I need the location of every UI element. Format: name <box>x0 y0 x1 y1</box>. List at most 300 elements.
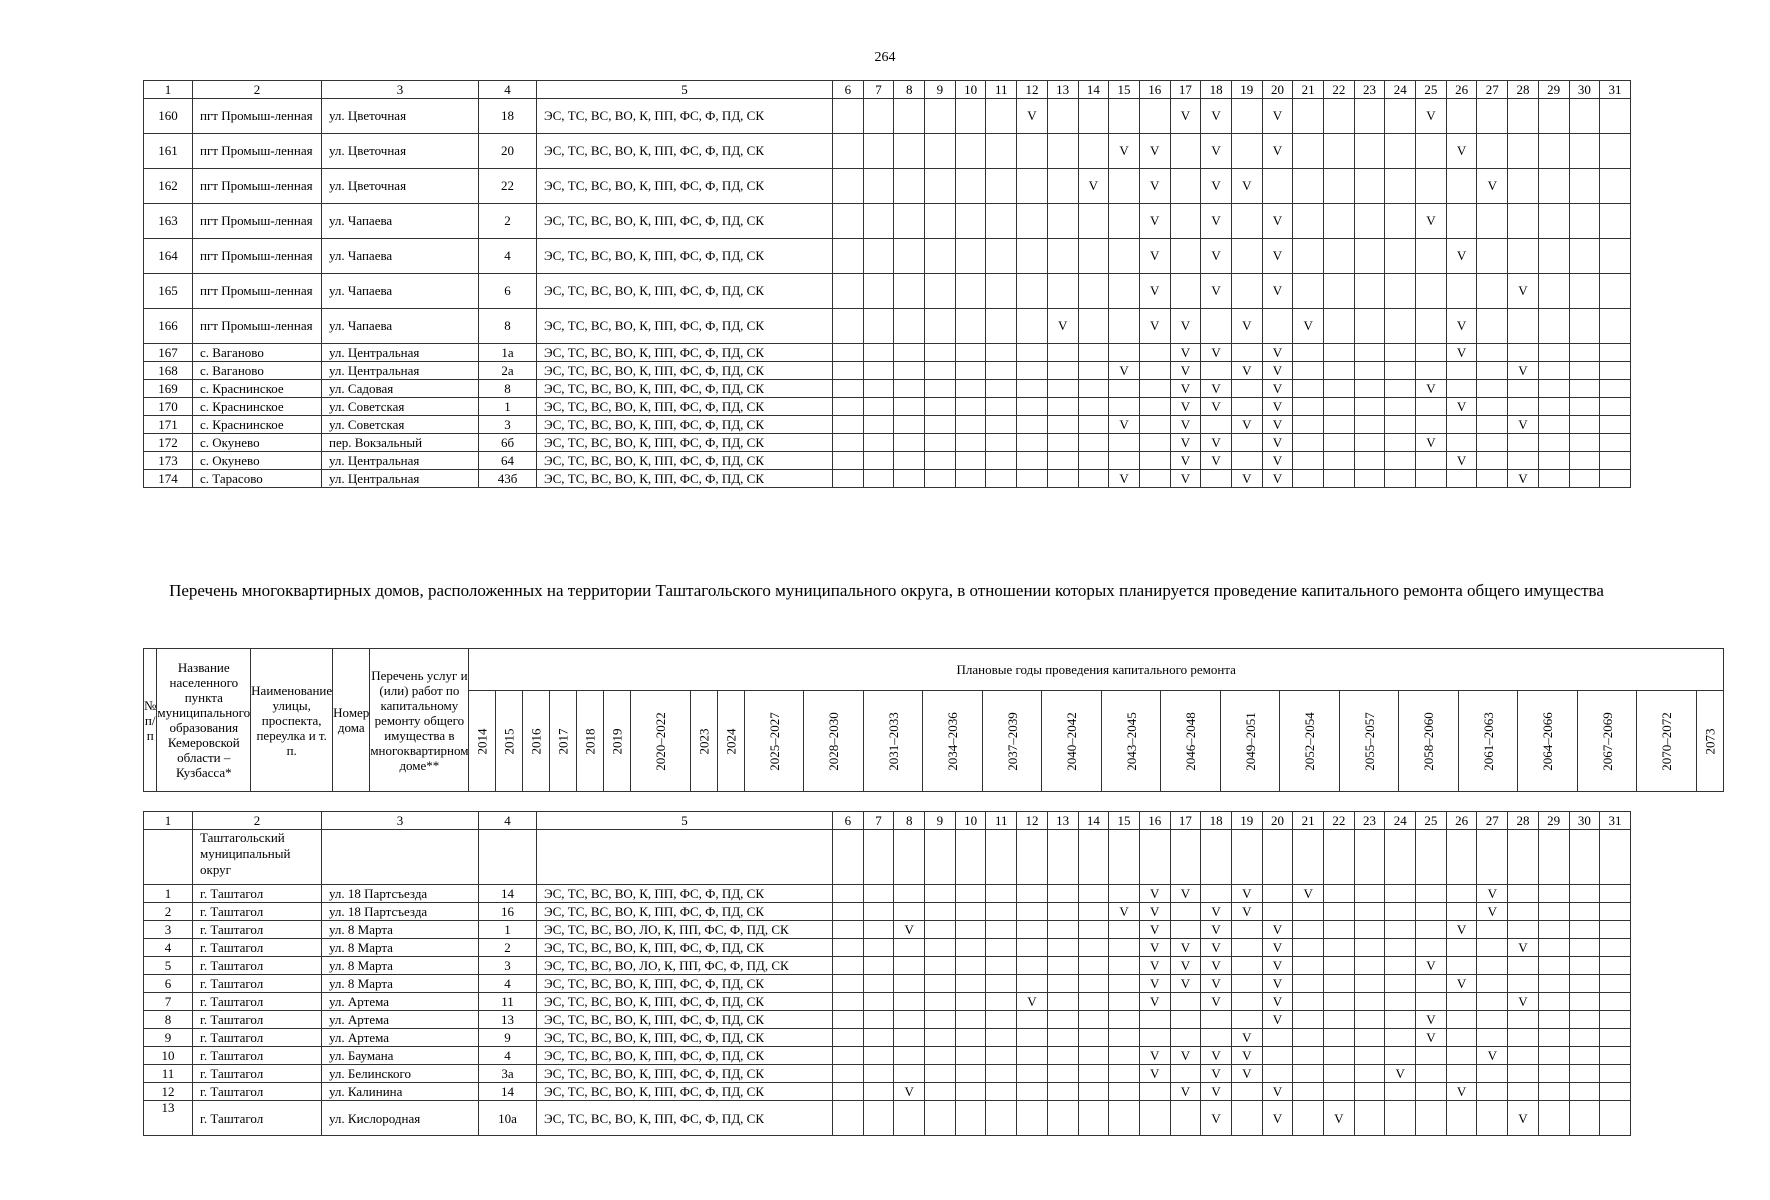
year-cell <box>1017 398 1048 416</box>
column-number: 23 <box>1354 812 1385 830</box>
year-mark: V <box>1170 957 1201 975</box>
year-cell <box>1293 470 1324 488</box>
street-cell: ул. 8 Марта <box>322 957 479 975</box>
year-cell <box>1508 169 1539 204</box>
year-cell <box>894 903 925 921</box>
year-cell <box>1385 309 1416 344</box>
year-mark: V <box>1201 939 1232 957</box>
year-label: 2019 <box>609 728 625 754</box>
house-number-cell: 2 <box>479 939 537 957</box>
year-cell <box>925 993 956 1011</box>
year-cell <box>1047 1011 1078 1029</box>
row-number: 1 <box>144 885 193 903</box>
year-cell <box>955 993 986 1011</box>
street-cell: ул. Советская <box>322 398 479 416</box>
year-cell <box>1569 274 1600 309</box>
year-cell <box>1416 1083 1447 1101</box>
year-cell <box>1416 885 1447 903</box>
year-cell <box>955 134 986 169</box>
year-cell <box>1569 1011 1600 1029</box>
column-number: 29 <box>1538 81 1569 99</box>
row-number: 170 <box>144 398 193 416</box>
year-cell <box>863 380 894 398</box>
year-mark: V <box>1078 169 1109 204</box>
year-cell <box>986 1101 1017 1136</box>
year-cell <box>1354 1047 1385 1065</box>
year-cell <box>1017 903 1048 921</box>
street-cell: ул. Чапаева <box>322 204 479 239</box>
year-cell <box>894 939 925 957</box>
year-cell <box>1354 903 1385 921</box>
works-list-cell: ЭС, ТС, ВС, ВО, К, ПП, ФС, Ф, ПД, СК <box>537 1047 833 1065</box>
table-row <box>144 134 1631 169</box>
year-cell <box>1170 993 1201 1011</box>
year-cell <box>863 416 894 434</box>
year-cell <box>1324 903 1355 921</box>
year-mark: V <box>1446 975 1477 993</box>
year-cell <box>1017 134 1048 169</box>
year-cell <box>925 1083 956 1101</box>
year-label: 2064–2066 <box>1540 711 1556 771</box>
year-cell <box>1139 398 1170 416</box>
year-cell <box>1078 1065 1109 1083</box>
year-cell <box>1569 434 1600 452</box>
year-mark: V <box>1293 885 1324 903</box>
year-cell <box>1354 380 1385 398</box>
year-mark: V <box>1017 993 1048 1011</box>
year-cell <box>1047 380 1078 398</box>
year-cell <box>1139 452 1170 470</box>
year-label: 2025–2027 <box>766 711 782 771</box>
year-cell <box>1600 885 1631 903</box>
year-cell <box>1047 939 1078 957</box>
year-cell <box>986 993 1017 1011</box>
empty-cell <box>1354 830 1385 885</box>
header-year <box>1101 691 1161 792</box>
street-cell: ул. Центральная <box>322 344 479 362</box>
column-number: 7 <box>863 812 894 830</box>
year-cell <box>1538 416 1569 434</box>
year-cell <box>1231 239 1262 274</box>
year-cell <box>986 957 1017 975</box>
year-cell <box>955 885 986 903</box>
year-cell <box>925 1065 956 1083</box>
column-number: 26 <box>1446 81 1477 99</box>
year-cell <box>1538 204 1569 239</box>
year-cell <box>1109 939 1140 957</box>
column-number: 2 <box>193 81 322 99</box>
works-list-cell: ЭС, ТС, ВС, ВО, К, ПП, ФС, Ф, ПД, СК <box>537 204 833 239</box>
year-cell <box>1385 362 1416 380</box>
year-mark: V <box>1324 1101 1355 1136</box>
works-list-cell: ЭС, ТС, ВС, ВО, К, ПП, ФС, Ф, ПД, СК <box>537 470 833 488</box>
year-cell <box>1538 99 1569 134</box>
row-number: 167 <box>144 344 193 362</box>
year-cell <box>1477 380 1508 398</box>
year-cell <box>1354 434 1385 452</box>
column-number: 25 <box>1416 812 1447 830</box>
empty-cell <box>1170 830 1201 885</box>
year-cell <box>863 885 894 903</box>
column-number: 15 <box>1109 812 1140 830</box>
year-cell <box>1047 921 1078 939</box>
year-mark: V <box>1231 1029 1262 1047</box>
year-cell <box>955 274 986 309</box>
year-cell <box>1109 380 1140 398</box>
year-cell <box>1508 434 1539 452</box>
row-number: 9 <box>144 1029 193 1047</box>
year-mark: V <box>1416 99 1447 134</box>
year-mark: V <box>1477 903 1508 921</box>
year-cell <box>1078 1047 1109 1065</box>
year-cell <box>1324 1083 1355 1101</box>
year-cell <box>1416 274 1447 309</box>
year-cell <box>894 1029 925 1047</box>
year-cell <box>833 274 864 309</box>
year-cell <box>1109 169 1140 204</box>
year-cell <box>1538 309 1569 344</box>
year-cell <box>1538 452 1569 470</box>
year-mark: V <box>1109 362 1140 380</box>
works-list-cell: ЭС, ТС, ВС, ВО, К, ПП, ФС, Ф, ПД, СК <box>537 452 833 470</box>
year-cell <box>1047 957 1078 975</box>
empty-cell <box>1538 830 1569 885</box>
house-number-cell: 1 <box>479 398 537 416</box>
year-cell <box>1231 204 1262 239</box>
year-mark: V <box>1262 434 1293 452</box>
works-list-cell: ЭС, ТС, ВС, ВО, К, ПП, ФС, Ф, ПД, СК <box>537 885 833 903</box>
year-label: 2016 <box>528 728 544 754</box>
year-cell <box>1017 957 1048 975</box>
year-mark: V <box>1416 434 1447 452</box>
year-cell <box>1017 1047 1048 1065</box>
year-cell <box>925 1011 956 1029</box>
column-number: 30 <box>1569 81 1600 99</box>
year-mark: V <box>1231 169 1262 204</box>
year-cell <box>1538 921 1569 939</box>
year-cell <box>1446 416 1477 434</box>
column-number: 22 <box>1324 81 1355 99</box>
year-cell <box>955 1101 986 1136</box>
year-cell <box>1508 1029 1539 1047</box>
year-cell <box>1201 1011 1232 1029</box>
row-number: 173 <box>144 452 193 470</box>
year-cell <box>1047 362 1078 380</box>
table-row <box>144 380 1631 398</box>
year-cell <box>1078 239 1109 274</box>
header-year <box>717 691 744 792</box>
locality-cell: пгт Промыш-ленная <box>193 309 322 344</box>
year-mark: V <box>1262 452 1293 470</box>
year-cell <box>1262 1065 1293 1083</box>
column-number: 14 <box>1078 812 1109 830</box>
header-year <box>1518 691 1578 792</box>
empty-cell <box>894 830 925 885</box>
table-row <box>144 1065 1631 1083</box>
year-cell <box>1385 398 1416 416</box>
header-house: Номер дома <box>333 649 370 792</box>
year-cell <box>1477 99 1508 134</box>
works-list-cell: ЭС, ТС, ВС, ВО, К, ПП, ФС, Ф, ПД, СК <box>537 1011 833 1029</box>
year-cell <box>1354 398 1385 416</box>
year-cell <box>1600 344 1631 362</box>
year-cell <box>1508 452 1539 470</box>
year-cell <box>1078 204 1109 239</box>
year-cell <box>1324 134 1355 169</box>
year-cell <box>894 274 925 309</box>
year-cell <box>1139 470 1170 488</box>
street-cell: ул. Центральная <box>322 452 479 470</box>
year-cell <box>1201 362 1232 380</box>
year-cell <box>863 1047 894 1065</box>
year-mark: V <box>1170 470 1201 488</box>
year-cell <box>894 169 925 204</box>
table-row <box>144 344 1631 362</box>
year-cell <box>1508 99 1539 134</box>
year-cell <box>1385 885 1416 903</box>
year-cell <box>1600 398 1631 416</box>
row-number: 3 <box>144 921 193 939</box>
year-cell <box>1017 1065 1048 1083</box>
year-cell <box>1109 957 1140 975</box>
year-cell <box>1017 362 1048 380</box>
year-mark: V <box>1109 134 1140 169</box>
header-year <box>1280 691 1340 792</box>
year-cell <box>955 169 986 204</box>
year-cell <box>1538 957 1569 975</box>
works-list-cell: ЭС, ТС, ВС, ВО, К, ПП, ФС, Ф, ПД, СК <box>537 274 833 309</box>
year-cell <box>1354 134 1385 169</box>
street-cell: ул. Центральная <box>322 362 479 380</box>
empty-cell <box>1569 830 1600 885</box>
year-cell <box>986 885 1017 903</box>
year-cell <box>955 921 986 939</box>
year-cell <box>833 993 864 1011</box>
year-label: 2020–2022 <box>653 711 669 771</box>
year-cell <box>894 885 925 903</box>
year-label: 2067–2069 <box>1599 711 1615 771</box>
header-locality: Название населенного пункта муниципального образования Кемеровской области – Кузбасса* <box>157 649 251 792</box>
column-number: 8 <box>894 812 925 830</box>
year-cell <box>1569 1047 1600 1065</box>
year-cell <box>925 885 956 903</box>
year-cell <box>1538 362 1569 380</box>
year-cell <box>1139 380 1170 398</box>
year-cell <box>925 921 956 939</box>
year-cell <box>1293 957 1324 975</box>
year-cell <box>1600 239 1631 274</box>
header-year <box>469 691 496 792</box>
year-cell <box>1569 1065 1600 1083</box>
year-cell <box>1017 380 1048 398</box>
year-cell <box>1109 1047 1140 1065</box>
header-year <box>1220 691 1280 792</box>
year-cell <box>1047 398 1078 416</box>
year-label: 2052–2054 <box>1302 711 1318 771</box>
year-cell <box>1416 903 1447 921</box>
year-cell <box>1201 309 1232 344</box>
year-cell <box>1385 99 1416 134</box>
year-cell <box>1293 921 1324 939</box>
house-number-cell: 6б <box>479 434 537 452</box>
year-cell <box>1600 993 1631 1011</box>
year-mark: V <box>1262 957 1293 975</box>
year-cell <box>925 344 956 362</box>
year-mark: V <box>1262 939 1293 957</box>
year-mark: V <box>1231 1047 1262 1065</box>
year-cell <box>1600 1083 1631 1101</box>
year-cell <box>1109 1101 1140 1136</box>
year-cell <box>1293 1029 1324 1047</box>
column-number: 16 <box>1139 81 1170 99</box>
year-cell <box>1446 434 1477 452</box>
year-cell <box>1446 274 1477 309</box>
year-cell <box>1109 921 1140 939</box>
column-number: 17 <box>1170 81 1201 99</box>
year-cell <box>1047 1065 1078 1083</box>
table-row <box>144 416 1631 434</box>
year-cell <box>986 134 1017 169</box>
year-mark: V <box>1139 134 1170 169</box>
year-cell <box>1508 1047 1539 1065</box>
header-year <box>577 691 604 792</box>
year-cell <box>1293 416 1324 434</box>
year-cell <box>1508 903 1539 921</box>
house-number-cell: 18 <box>479 99 537 134</box>
locality-cell: пгт Промыш-ленная <box>193 169 322 204</box>
year-cell <box>1109 885 1140 903</box>
year-cell <box>833 470 864 488</box>
year-mark: V <box>1446 344 1477 362</box>
year-cell <box>833 1083 864 1101</box>
year-mark: V <box>1231 470 1262 488</box>
column-number: 5 <box>537 81 833 99</box>
year-cell <box>1139 434 1170 452</box>
year-cell <box>1538 1101 1569 1136</box>
street-cell: ул. 8 Марта <box>322 921 479 939</box>
year-cell <box>1078 921 1109 939</box>
column-number: 6 <box>833 812 864 830</box>
year-cell <box>1385 134 1416 169</box>
year-cell <box>863 1083 894 1101</box>
locality-cell: с. Ваганово <box>193 344 322 362</box>
header-year <box>523 691 550 792</box>
house-number-cell: 8 <box>479 309 537 344</box>
year-cell <box>1354 470 1385 488</box>
year-mark: V <box>1201 975 1232 993</box>
year-cell <box>1047 434 1078 452</box>
year-label: 2017 <box>555 728 571 754</box>
year-cell <box>1170 1065 1201 1083</box>
column-number: 27 <box>1477 81 1508 99</box>
year-mark: V <box>894 1083 925 1101</box>
works-list-cell: ЭС, ТС, ВС, ВО, ЛО, К, ПП, ФС, Ф, ПД, СК <box>537 957 833 975</box>
year-mark: V <box>1201 434 1232 452</box>
year-cell <box>1293 274 1324 309</box>
year-mark: V <box>1262 398 1293 416</box>
column-number: 21 <box>1293 81 1324 99</box>
locality-cell: пгт Промыш-ленная <box>193 239 322 274</box>
year-label: 2034–2036 <box>945 711 961 771</box>
year-cell <box>1201 1029 1232 1047</box>
column-number: 15 <box>1109 81 1140 99</box>
year-mark: V <box>1508 362 1539 380</box>
year-cell <box>1170 1101 1201 1136</box>
year-cell <box>1139 416 1170 434</box>
header-street: Наименование улицы, проспекта, переулка и т. п. <box>251 649 333 792</box>
year-cell <box>1508 975 1539 993</box>
year-cell <box>1508 1083 1539 1101</box>
table-row <box>144 975 1631 993</box>
year-cell <box>1538 434 1569 452</box>
locality-cell: г. Таштагол <box>193 1065 322 1083</box>
column-number: 12 <box>1017 812 1048 830</box>
year-cell <box>1324 362 1355 380</box>
works-list-cell: ЭС, ТС, ВС, ВО, К, ПП, ФС, Ф, ПД, СК <box>537 398 833 416</box>
year-cell <box>833 362 864 380</box>
year-cell <box>1231 975 1262 993</box>
column-number: 23 <box>1354 81 1385 99</box>
year-cell <box>894 398 925 416</box>
year-cell <box>1477 344 1508 362</box>
year-cell <box>1231 993 1262 1011</box>
empty-cell <box>863 830 894 885</box>
year-cell <box>1354 1101 1385 1136</box>
year-cell <box>863 204 894 239</box>
street-cell: ул. Цветочная <box>322 134 479 169</box>
year-cell <box>1354 169 1385 204</box>
year-cell <box>925 416 956 434</box>
year-mark: V <box>1262 99 1293 134</box>
year-cell <box>1416 1047 1447 1065</box>
row-number: 12 <box>144 1083 193 1101</box>
year-cell <box>1354 975 1385 993</box>
year-cell <box>1231 939 1262 957</box>
year-cell <box>1078 470 1109 488</box>
year-cell <box>1385 380 1416 398</box>
year-cell <box>894 452 925 470</box>
year-cell <box>1109 309 1140 344</box>
header-year <box>604 691 631 792</box>
year-cell <box>894 362 925 380</box>
column-number: 3 <box>322 812 479 830</box>
year-cell <box>1324 309 1355 344</box>
year-mark: V <box>1170 1047 1201 1065</box>
year-cell <box>1600 1065 1631 1083</box>
year-cell <box>955 398 986 416</box>
year-cell <box>1324 885 1355 903</box>
house-number-cell: 4 <box>479 239 537 274</box>
year-mark: V <box>1139 239 1170 274</box>
column-number: 8 <box>894 81 925 99</box>
year-cell <box>1324 957 1355 975</box>
year-mark: V <box>1170 434 1201 452</box>
locality-cell: г. Таштагол <box>193 939 322 957</box>
year-cell <box>1078 939 1109 957</box>
year-cell <box>1416 134 1447 169</box>
year-label: 2070–2072 <box>1659 711 1675 771</box>
year-cell <box>1385 416 1416 434</box>
house-number-cell: 14 <box>479 885 537 903</box>
year-cell <box>1600 169 1631 204</box>
year-cell <box>1477 309 1508 344</box>
year-cell <box>1017 204 1048 239</box>
year-cell <box>1477 957 1508 975</box>
empty-cell <box>1508 830 1539 885</box>
year-cell <box>1538 398 1569 416</box>
year-label: 2031–2033 <box>885 711 901 771</box>
year-cell <box>1600 939 1631 957</box>
